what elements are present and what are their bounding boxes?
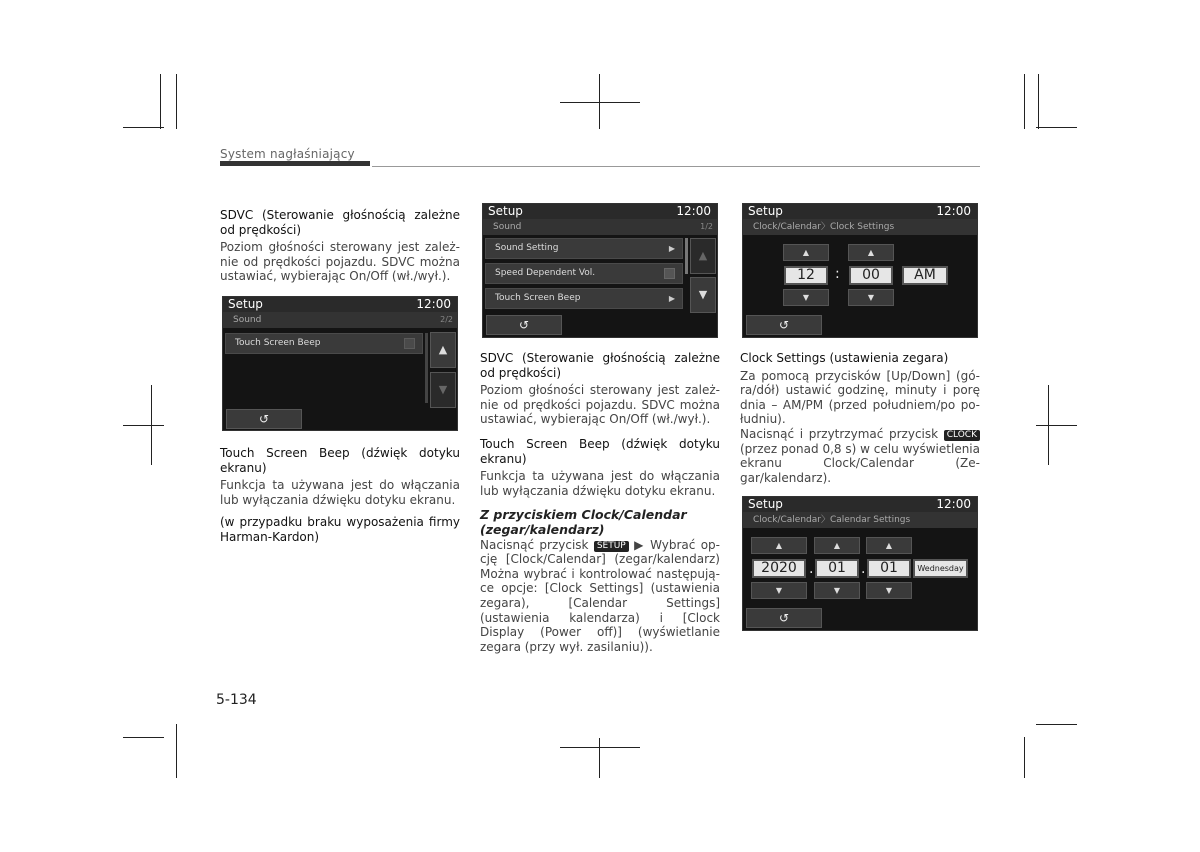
hour-up-button[interactable] xyxy=(783,244,829,261)
day-down-button[interactable] xyxy=(866,582,912,599)
year-down-button[interactable] xyxy=(751,582,807,599)
clock-button-badge: CLOCK xyxy=(944,430,980,441)
scroll-up-button[interactable] xyxy=(690,238,716,274)
paragraph-sdvc: Poziom głośności sterowany jest zależnie od prędkości pojazdu. SDVC można ustawiać, wybierając On/Off (wł./wył.). xyxy=(220,240,460,284)
down-arrow-icon: ▼ xyxy=(867,293,875,302)
screen-subtitle xyxy=(483,219,717,235)
scroll-down-button[interactable] xyxy=(430,372,456,408)
heading-touch-beep: Touch Screen Beep (dźwięk dotyku ekranu) xyxy=(480,436,720,466)
day-up-button[interactable] xyxy=(866,537,912,554)
screen-title: Setup xyxy=(488,204,523,218)
down-arrow-icon: ▼ xyxy=(775,586,783,595)
crop-mark xyxy=(1036,127,1077,128)
crop-mark xyxy=(176,724,177,778)
screen-clock: 12:00 xyxy=(936,204,971,218)
screen-titlebar xyxy=(483,204,717,219)
note-harman: (w przypadku braku wyposażenia firmy Harman-Kardon) xyxy=(220,515,460,544)
up-arrow-icon: ▲ xyxy=(698,249,708,262)
text-select-option: ▶ Wybrać opcję [Clock/Calendar] (zegar/kalendarz) Można wybrać i kontrolować następujące opcje: [Clock Settings] (ustawienia zegara), [Calendar Settings] (ustawienia kalendarza) i [Clock Display (Power off)] (wyświetlanie zegara (przy wył. zasilaniu)). xyxy=(480,537,720,654)
scrollbar[interactable] xyxy=(685,238,688,274)
screen-subtitle xyxy=(223,312,457,328)
crop-mark xyxy=(560,102,640,103)
year-text: 2020 xyxy=(761,560,797,576)
up-arrow-icon: ▲ xyxy=(867,248,875,257)
crop-mark xyxy=(1024,74,1025,129)
ampm-text: AM xyxy=(914,267,936,283)
up-arrow-icon: ▲ xyxy=(885,541,893,550)
checkbox[interactable] xyxy=(404,338,415,349)
menu-item-touch-screen-beep[interactable] xyxy=(225,333,423,354)
time-colon: : xyxy=(835,266,840,282)
screen-titlebar xyxy=(743,497,977,512)
subtitle-text: Sound xyxy=(233,315,262,325)
subtitle-text: Clock/Calendar〉Calendar Settings xyxy=(753,515,911,525)
minute-down-button[interactable] xyxy=(848,289,894,306)
screen-title: Setup xyxy=(228,297,263,311)
menu-item-speed-dependent-vol[interactable] xyxy=(485,263,683,284)
subtitle-text: Clock/Calendar〉Clock Settings xyxy=(753,222,895,232)
day-value[interactable] xyxy=(867,559,911,578)
up-arrow-icon: ▲ xyxy=(775,541,783,550)
crop-mark xyxy=(123,425,164,426)
header-bar xyxy=(220,161,370,166)
setup-button-badge: SETUP xyxy=(594,541,629,552)
back-icon: ↺ xyxy=(518,318,530,332)
header-rule xyxy=(372,166,980,167)
down-arrow-icon: ▼ xyxy=(438,383,448,396)
minute-up-button[interactable] xyxy=(848,244,894,261)
arrow-right-icon: ▶ xyxy=(668,244,675,253)
screen-titlebar xyxy=(223,297,457,312)
subtitle-text: Sound xyxy=(493,222,522,232)
back-button[interactable] xyxy=(226,409,302,429)
crop-mark xyxy=(560,747,640,748)
menu-item-label: Speed Dependent Vol. xyxy=(495,268,596,278)
page-number: 5-134 xyxy=(216,692,257,708)
text-press-hold: Nacisnąć i przytrzymać przycisk xyxy=(740,426,939,441)
crop-mark xyxy=(1036,724,1077,725)
year-value[interactable] xyxy=(752,559,806,578)
crop-mark xyxy=(599,738,600,778)
month-value[interactable] xyxy=(815,559,859,578)
back-button[interactable] xyxy=(746,315,822,335)
hour-down-button[interactable] xyxy=(783,289,829,306)
crop-mark xyxy=(176,74,177,129)
page-indicator: 2/2 xyxy=(440,315,453,324)
up-arrow-icon: ▲ xyxy=(438,343,448,356)
paragraph-touch-beep: Funkcja ta używana jest do włączania lub wyłączania dźwięku dotyku ekranu. xyxy=(220,478,460,507)
arrow-right-icon: ▶ xyxy=(668,294,675,303)
screen-title: Setup xyxy=(748,204,783,218)
screen-sound-page1 xyxy=(482,203,718,338)
screen-clock-settings xyxy=(742,203,978,338)
text-hold-duration: (przez ponad 0,8 s) w celu wyświetlenia ekranu Clock/Calendar (Zegar/kalendarz). xyxy=(740,441,980,485)
menu-item-label: Sound Setting xyxy=(495,243,559,253)
scroll-up-button[interactable] xyxy=(430,332,456,368)
ampm-toggle[interactable] xyxy=(902,266,948,285)
scrollbar[interactable] xyxy=(425,333,428,403)
up-arrow-icon: ▲ xyxy=(802,248,810,257)
up-arrow-icon: ▲ xyxy=(833,541,841,550)
down-arrow-icon: ▼ xyxy=(698,288,708,301)
date-separator: . xyxy=(861,561,866,577)
hour-text: 12 xyxy=(797,267,815,283)
screen-clock: 12:00 xyxy=(936,497,971,511)
screen-clock: 12:00 xyxy=(416,297,451,311)
paragraph-hold-clock xyxy=(740,427,980,485)
weekday-text: Wednesday xyxy=(917,564,964,573)
heading-clock-calendar: Z przyciskiem Clock/Calendar (zegar/kalendarz) xyxy=(480,507,687,537)
text-press: Nacisnąć przycisk xyxy=(480,537,589,552)
back-icon: ↺ xyxy=(778,611,790,625)
down-arrow-icon: ▼ xyxy=(833,586,841,595)
weekday-value xyxy=(913,559,968,578)
back-button[interactable] xyxy=(746,608,822,628)
paragraph-clock-settings: Za pomocą przycisków [Up/Down] (góra/dół) ustawić godzinę, minuty i porę dnia – AM/PM (przed południem/po południu). xyxy=(740,368,980,427)
menu-item-label: Touch Screen Beep xyxy=(495,293,581,303)
screen-sound-page2 xyxy=(222,296,458,431)
month-text: 01 xyxy=(828,560,846,576)
crop-mark xyxy=(123,737,164,738)
down-arrow-icon: ▼ xyxy=(885,586,893,595)
crop-mark xyxy=(160,74,161,129)
year-up-button[interactable] xyxy=(751,537,807,554)
screen-clock: 12:00 xyxy=(676,204,711,218)
crop-mark xyxy=(123,127,164,128)
crop-mark xyxy=(1036,425,1077,426)
screen-subtitle xyxy=(743,219,977,235)
minute-value[interactable] xyxy=(849,266,893,285)
month-up-button[interactable] xyxy=(814,537,860,554)
paragraph-clock-calendar xyxy=(480,538,720,655)
menu-item-label: Touch Screen Beep xyxy=(235,338,321,348)
checkbox[interactable] xyxy=(664,268,675,279)
heading-sdvc: SDVC (Sterowanie głośnością zależne od prędkości) xyxy=(480,351,720,380)
screen-calendar-settings xyxy=(742,496,978,631)
page-indicator: 1/2 xyxy=(700,222,713,231)
heading-sdvc: SDVC (Sterowanie głośnością zależne od prędkości) xyxy=(220,208,460,237)
screen-subtitle xyxy=(743,512,977,528)
date-separator: . xyxy=(809,561,814,577)
crop-mark xyxy=(1024,737,1025,778)
back-icon: ↺ xyxy=(258,412,270,426)
column-1-lower xyxy=(220,446,460,548)
minute-text: 00 xyxy=(862,267,880,283)
scroll-down-button[interactable] xyxy=(690,277,716,313)
screen-titlebar xyxy=(743,204,977,219)
heading-clock-settings: Clock Settings (ustawienia zegara) xyxy=(740,351,949,365)
down-arrow-icon: ▼ xyxy=(802,293,810,302)
screen-title: Setup xyxy=(748,497,783,511)
paragraph-sdvc: Poziom głośności sterowany jest zależnie od prędkości pojazdu. SDVC można ustawiać, wybierając On/Off (wł./wył.). xyxy=(480,383,720,427)
section-title: System nagłaśniający xyxy=(220,147,355,161)
back-icon: ↺ xyxy=(778,318,790,332)
column-1 xyxy=(220,208,460,290)
month-down-button[interactable] xyxy=(814,582,860,599)
heading-touch-beep: Touch Screen Beep (dźwięk dotyku ekranu) xyxy=(220,446,460,475)
hour-value[interactable] xyxy=(784,266,828,285)
back-button[interactable] xyxy=(486,315,562,335)
day-text: 01 xyxy=(880,560,898,576)
column-3 xyxy=(740,351,980,491)
column-2 xyxy=(480,351,720,660)
menu-item-touch-screen-beep[interactable] xyxy=(485,288,683,309)
paragraph-touch-beep: Funkcja ta używana jest do włączania lub wyłączania dźwięku dotyku ekranu. xyxy=(480,469,720,498)
crop-mark xyxy=(1038,74,1039,129)
menu-item-sound-setting[interactable] xyxy=(485,238,683,259)
